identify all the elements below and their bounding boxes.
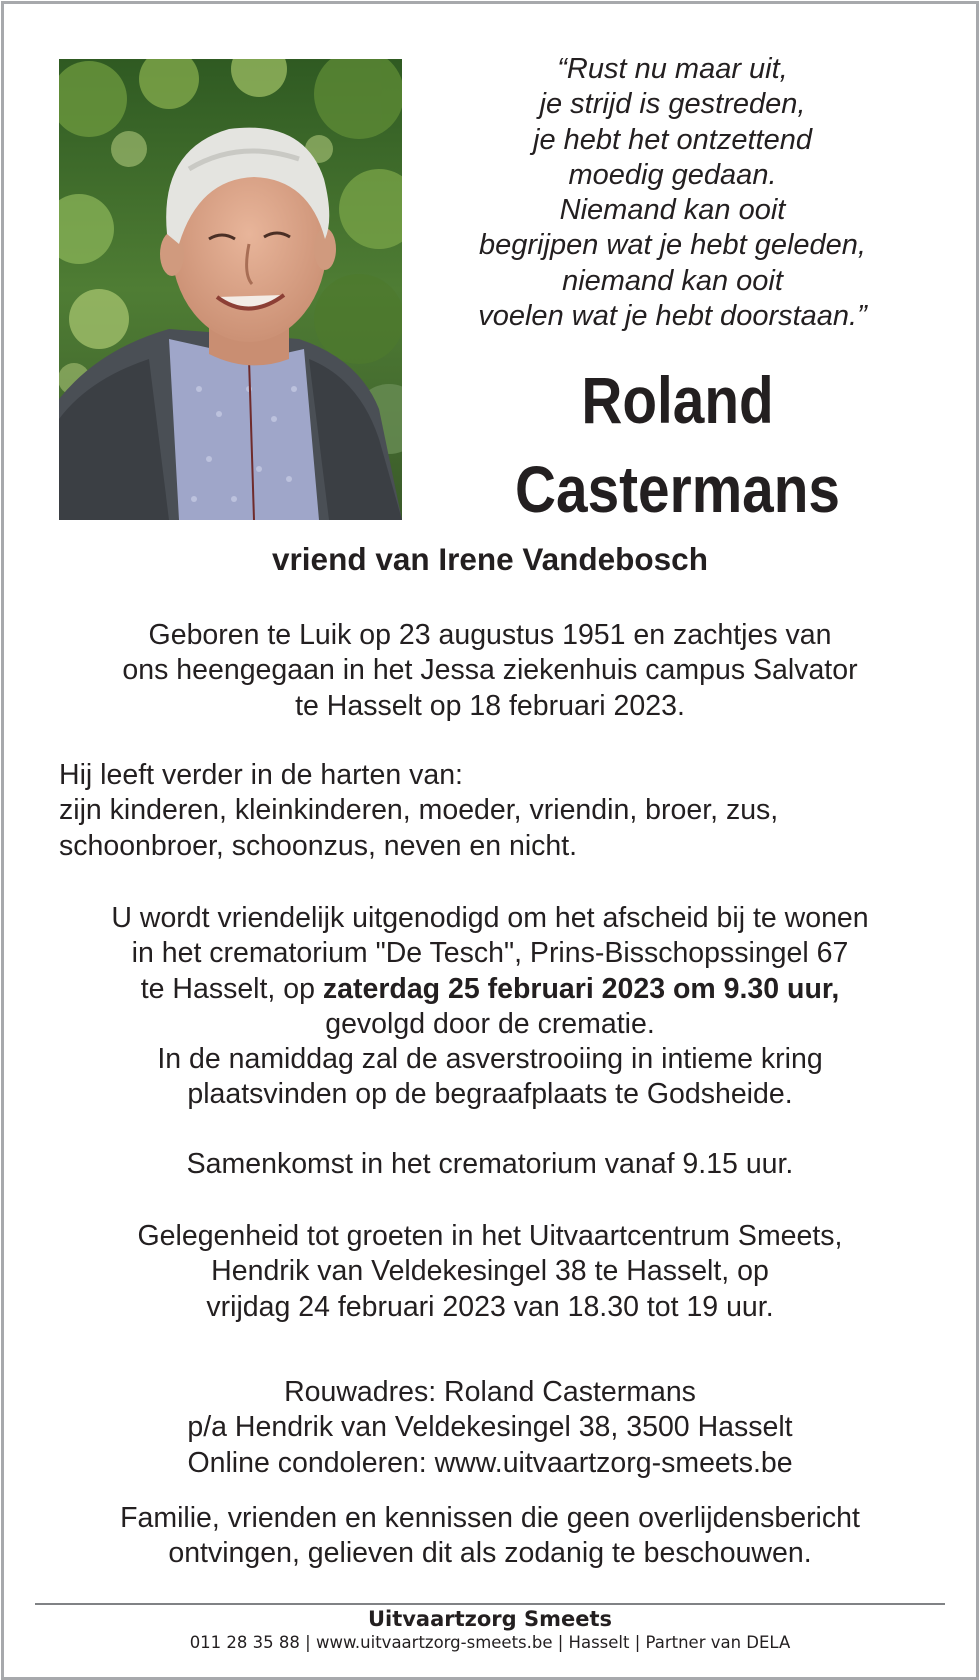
footer-contact-info: 011 28 35 88 | www.uitvaartzorg-smeets.be | Hasselt | Partner van DELA — [189, 1633, 791, 1652]
address-paragraph — [40, 1375, 940, 1481]
poem-line: moedig gedaan. — [568, 158, 777, 191]
text-line: Hendrik van Veldekesingel 38 te Hasselt, op — [211, 1255, 769, 1288]
gathering-line: Samenkomst in het crematorium vanaf 9.15 uur. — [186, 1148, 794, 1180]
footer-divider — [35, 1603, 945, 1605]
poem-line: “Rust nu maar uit, — [557, 53, 788, 85]
text-line: Gelegenheid tot groeten in het Uitvaartcentrum Smeets, — [137, 1220, 843, 1252]
text-line: Hij leeft verder in de harten van: — [59, 759, 463, 791]
survivors-paragraph — [59, 758, 939, 864]
text-line: plaatsvinden op de begraafplaats te Godsheide. — [187, 1078, 793, 1111]
text-line: U wordt vriendelijk uitgenodigd om het afscheid bij te wonen — [111, 902, 869, 934]
text-line: Geboren te Luik op 23 augustus 1951 en zachtjes van — [148, 619, 832, 651]
text-line: p/a Hendrik van Veldekesingel 38, 3500 Hasselt — [187, 1411, 793, 1444]
text-line: gevolgd door de crematie. — [325, 1007, 655, 1040]
condolence-link[interactable]: Online condoleren: www.uitvaartzorg-smeets.be — [187, 1446, 793, 1479]
notice-paragraph — [40, 1501, 940, 1572]
ceremony-datetime: zaterdag 25 februari 2023 om 9.30 uur, — [322, 972, 840, 1005]
visitation-paragraph — [40, 1219, 940, 1325]
text-fragment: te Hasselt, op — [140, 972, 323, 1005]
first-name: Roland — [581, 363, 774, 437]
relation-line: vriend van Irene Vandebosch — [272, 541, 708, 577]
text-line: zijn kinderen, kleinkinderen, moeder, vriendin, broer, zus, — [59, 794, 779, 827]
text-line: te Hasselt op 18 februari 2023. — [295, 689, 685, 722]
footer-company: Uitvaartzorg Smeets — [367, 1607, 613, 1631]
text-line: Familie, vrienden en kennissen die geen overlijdensbericht — [120, 1502, 860, 1534]
text-line: Rouwadres: Roland Castermans — [284, 1376, 696, 1408]
poem-line: begrijpen wat je hebt geleden, — [479, 229, 866, 262]
ceremony-paragraph — [40, 901, 940, 1113]
last-name: Castermans — [515, 452, 840, 526]
text-line: In de namiddag zal de asverstrooiing in intieme kring — [157, 1043, 823, 1076]
text-line — [40, 972, 940, 1007]
poem-line: je strijd is gestreden, — [539, 88, 806, 121]
text-line: in het crematorium "De Tesch", Prins-Bisschopssingel 67 — [131, 937, 849, 970]
poem-line: Niemand kan ooit — [559, 194, 786, 227]
poem-line: je hebt het ontzettend — [533, 123, 812, 156]
poem-line: voelen wat je hebt doorstaan.” — [478, 300, 867, 333]
text-line: ontvingen, gelieven dit als zodanig te beschouwen. — [168, 1537, 812, 1570]
poem-line: niemand kan ooit — [562, 264, 783, 297]
text-line: vrijdag 24 februari 2023 van 18.30 tot 19 uur. — [206, 1290, 774, 1323]
birth-death-paragraph — [40, 618, 940, 724]
text-line: ons heengegaan in het Jessa ziekenhuis campus Salvator — [122, 654, 858, 687]
text-line: schoonbroer, schoonzus, neven en nicht. — [59, 829, 578, 862]
